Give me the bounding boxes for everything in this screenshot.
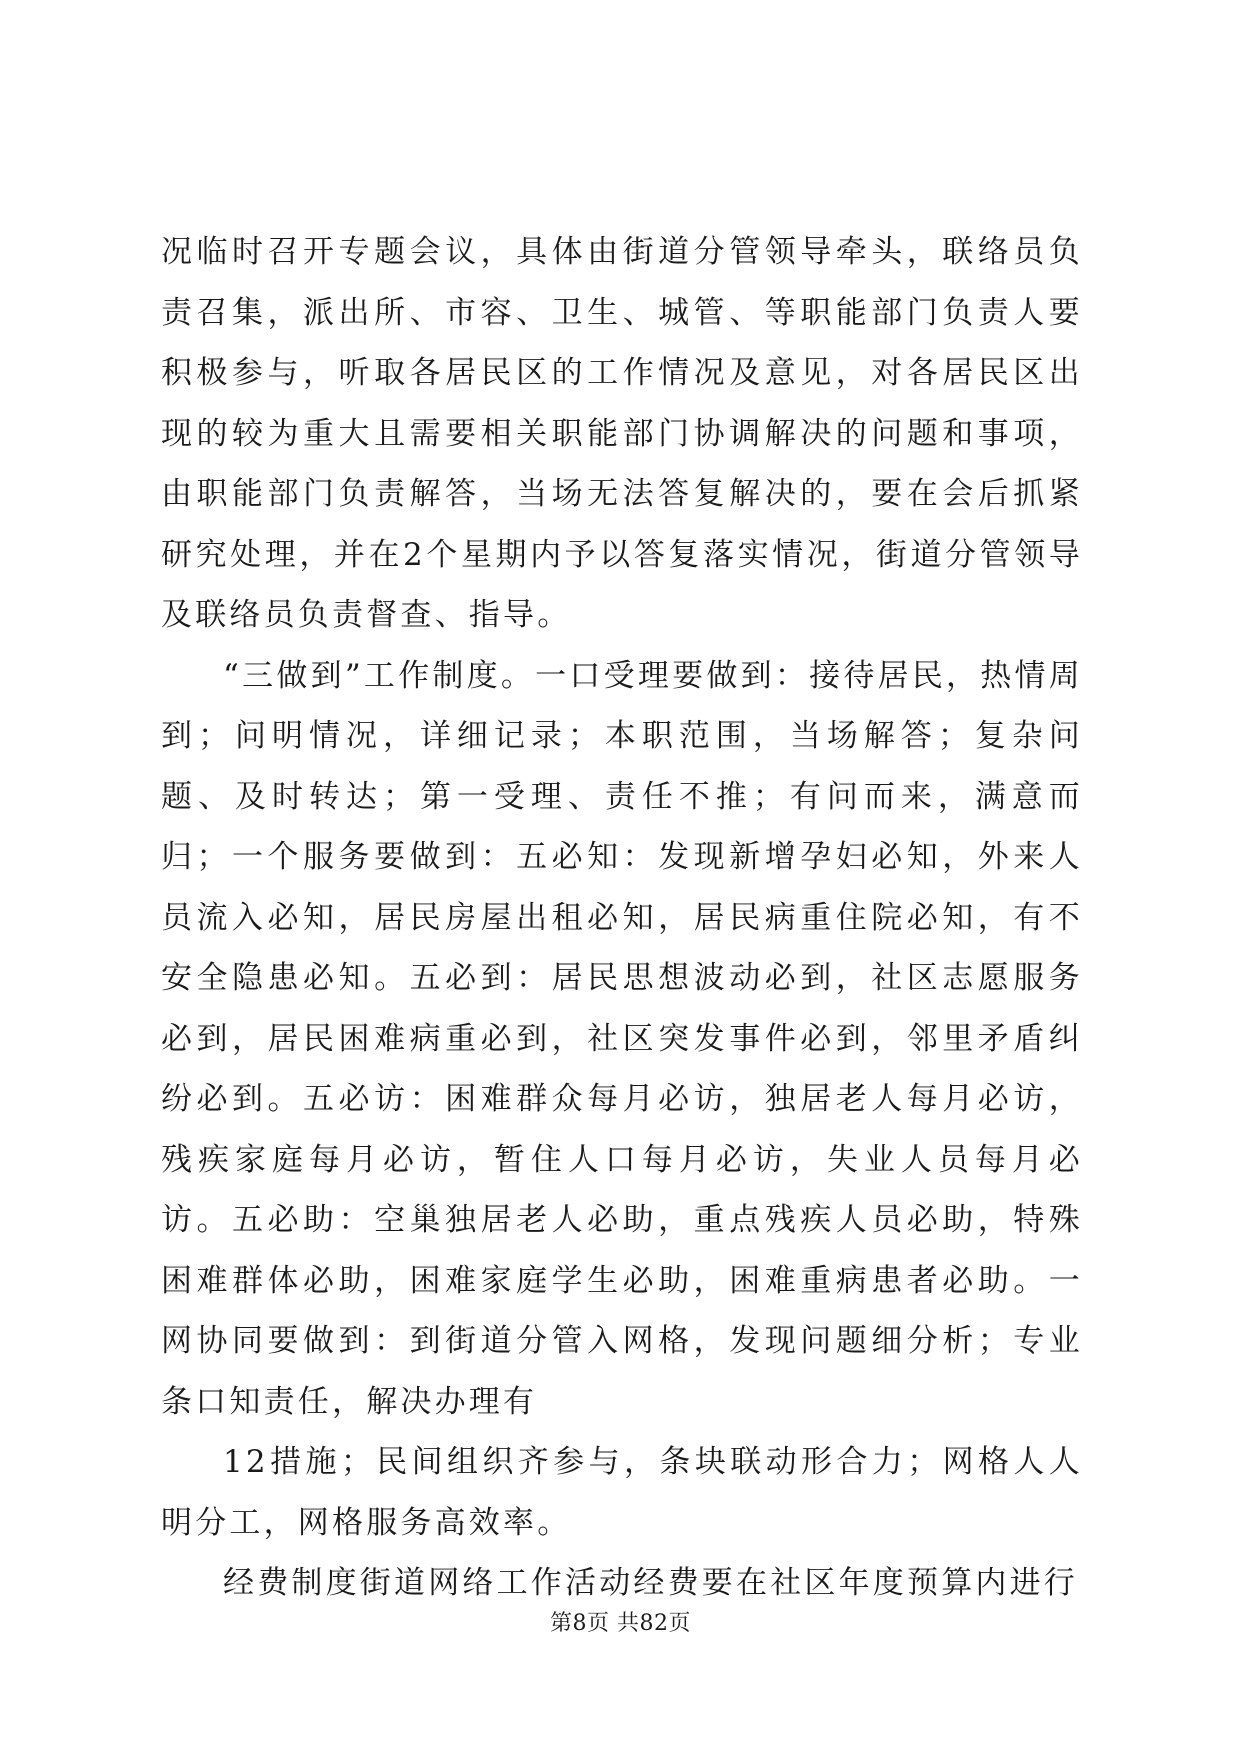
page-footer: 第8页 共82页	[550, 1611, 691, 1636]
paragraph-meeting: 况临时召开专题会议，具体由街道分管领导牵头，联络员负责召集，派出所、市容、卫生、城管、等职能部门负责人要积极参与，听取各居民区的工作情况及意见，对各居民区出现的较为重大且需要相关职能部门协调解决的问题和事项，由职能部门负责解答，当场无法答复解决的，要在会后抓紧研究处理，并在2个星期内予以答复落实情况，街道分管领导及联络员负责督查、指导。	[161, 234, 1083, 633]
paragraph-measures: 12措施；民间组织齐参与，条块联动形合力；网格人人明分工，网格服务高效率。	[161, 1444, 1083, 1541]
page-body	[161, 222, 1083, 1614]
paragraph-funding: 经费制度街道网络工作活动经费要在社区年度预算内进行	[223, 1565, 1078, 1601]
paragraph-three-dos: “三做到”工作制度。一口受理要做到：接待居民，热情周到；问明情况，详细记录；本职范围，当场解答；复杂问题、及时转达；第一受理、责任不推；有问而来，满意而归；一个服务要做到：五必知：发现新增孕妇必知，外来人员流入必知，居民房屋出租必知，居民病重住院必知，有不安全隐患必知。五必到：居民思想波动必到，社区志愿服务必到，居民困难病重必到，社区突发事件必到，邻里矛盾纠纷必到。五必访：困难群众每月必访，独居老人每月必访，残疾家庭每月必访，暂住人口每月必访，失业人员每月必访。五必助：空巢独居老人必助，重点残疾人员必助，特殊困难群体必助，困难家庭学生必助，困难重病患者必助。一网协同要做到：到街道分管入网格，发现问题细分析；专业条口知责任，解决办理有	[161, 657, 1083, 1420]
